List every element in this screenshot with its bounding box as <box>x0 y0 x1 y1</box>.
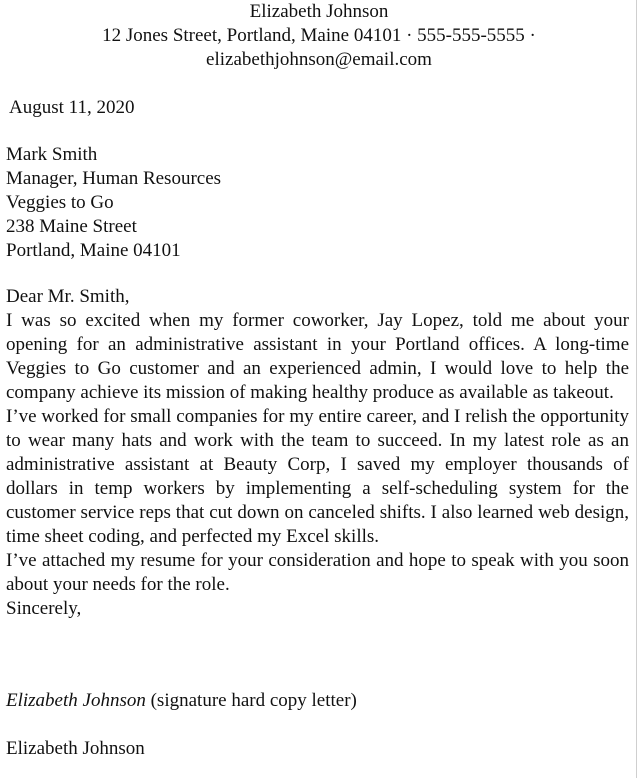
sender-address: 12 Jones Street, Portland, Maine 04101 · 555-555-5555 · <box>102 25 536 46</box>
typed-name: Elizabeth Johnson <box>6 738 145 759</box>
sender-email: elizabethjohnson@email.com <box>206 49 432 70</box>
salutation: Dear Mr. Smith, <box>6 286 130 307</box>
signature-note: (signature hard copy letter) <box>145 690 357 711</box>
letter-body <box>6 285 629 621</box>
body-paragraph-1: I was so excited when my former coworker, Jay Lopez, told me about your opening for an administrative assistant in your Portland offices. A long-time Veggies to Go customer and an experienced admin, I would love to help the company achieve its mission of making healthy produce as available as takeout. <box>6 310 629 403</box>
page-edge-divider <box>636 0 637 778</box>
closing: Sincerely, <box>6 598 82 619</box>
body-paragraph-3: I’ve attached my resume for your consideration and hope to speak with you soon about your needs for the role. <box>6 550 629 595</box>
sender-name: Elizabeth Johnson <box>249 1 389 22</box>
recipient-street: 238 Maine Street <box>6 216 137 237</box>
recipient-block <box>6 143 221 263</box>
body-paragraph-2: I’ve worked for small companies for my entire career, and I relish the opportunity to wear many hats and work with the team to succeed. In my latest role as an administrative assistant at Beauty Corp, I saved my employer thousands of dollars in temp workers by implementing a self-scheduling system for the customer service reps that cut down on canceled shifts. I also learned web design, time sheet coding, and perfected my Excel skills. <box>6 406 629 547</box>
signature-name: Elizabeth Johnson <box>6 690 146 711</box>
signature-line <box>6 689 357 713</box>
letter-header <box>0 0 638 72</box>
letter-date: August 11, 2020 <box>9 97 135 118</box>
recipient-company: Veggies to Go <box>6 192 114 213</box>
recipient-name: Mark Smith <box>6 144 98 165</box>
recipient-city: Portland, Maine 04101 <box>6 240 181 261</box>
recipient-title: Manager, Human Resources <box>6 168 222 189</box>
